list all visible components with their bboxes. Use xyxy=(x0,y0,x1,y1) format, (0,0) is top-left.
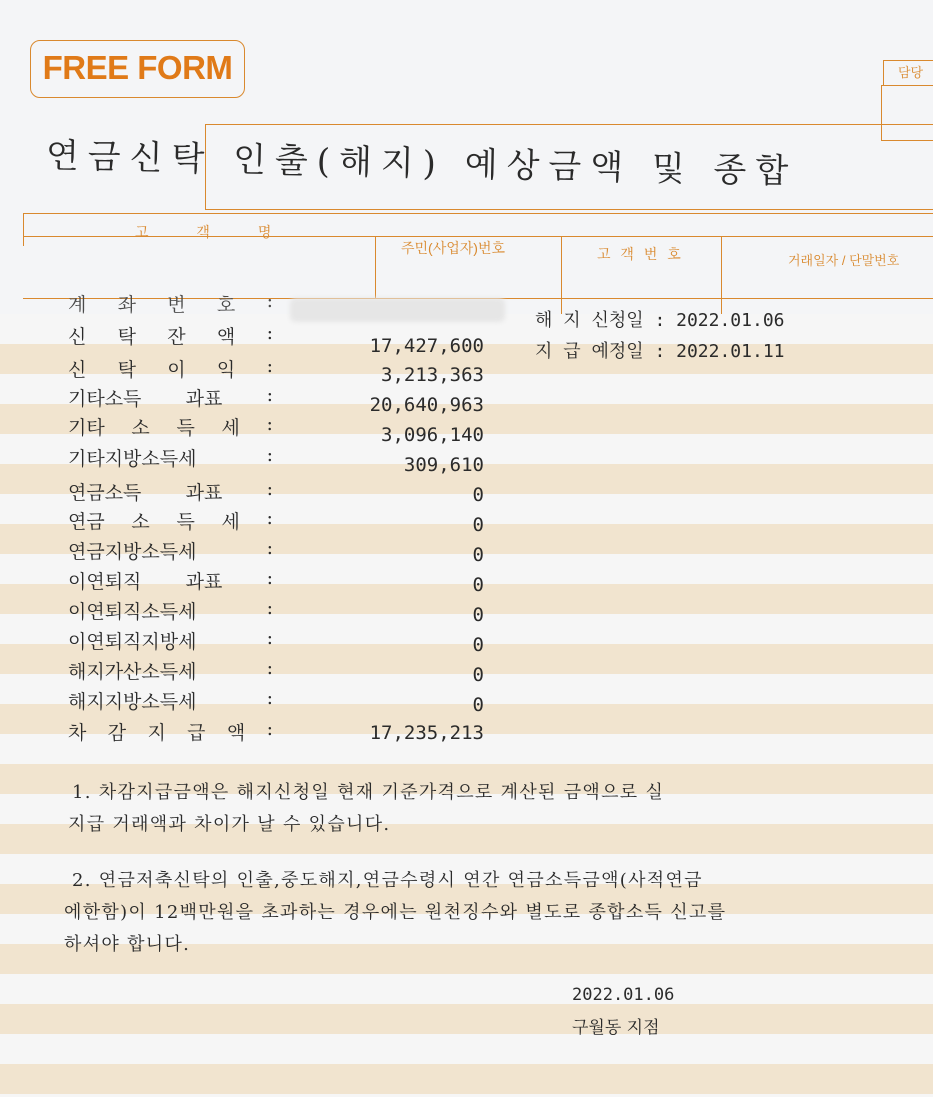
field-label-other-income-base: 기타소득 과표 : xyxy=(68,384,273,410)
table-col-divider-3 xyxy=(721,236,722,314)
termination-request-date: 해 지 신청일 : 2022.01.06 xyxy=(535,310,785,331)
field-label-other-income-tax: 기타 소 득 세 : xyxy=(68,413,273,439)
note-2-line-3: 하셔야 합니다. xyxy=(64,934,191,955)
col-resident-number: 주민(사업자)번호 xyxy=(401,240,505,256)
field-label-net-payment: 차 감 지 급 액 : xyxy=(68,718,273,744)
field-value-net-payment: 17,235,213 xyxy=(369,722,484,744)
field-label-deferred-retirement-local-tax: 이연퇴직지방세 : xyxy=(68,627,273,653)
footer-date: 2022.01.06 xyxy=(572,985,675,1005)
field-label-other-local-tax: 기타지방소득세 : xyxy=(68,444,273,470)
redacted-account-number xyxy=(290,298,505,322)
field-label-deferred-retirement-tax: 이연퇴직소득세 : xyxy=(68,597,273,623)
table-left-edge xyxy=(23,214,24,246)
note-1-line-1: 1. 차감지급금액은 해지신청일 현재 기준가격으로 계산된 금액으로 실 xyxy=(72,782,665,803)
table-col-divider-2 xyxy=(561,236,562,314)
col-transaction-date: 거래일자 / 단말번호 xyxy=(788,253,900,268)
field-value-pension-income-base: 0 xyxy=(472,484,484,506)
table-col-divider-1 xyxy=(375,236,376,298)
field-label-pension-income-base: 연금소득 과표 : xyxy=(68,478,273,504)
field-value-deferred-retirement-tax: 0 xyxy=(472,604,484,626)
field-value-trust-balance: 17,427,600 xyxy=(369,335,484,357)
col-customer-number: 고 객 번 호 xyxy=(597,246,684,262)
field-label-deferred-retirement-base: 이연퇴직 과표 : xyxy=(68,567,273,593)
field-value-other-local-tax: 309,610 xyxy=(403,454,484,476)
col-customer-name: 고 객 명 xyxy=(135,224,294,240)
note-2-line-2: 에한함)이 12백만원을 초과하는 경우에는 원천징수와 별도로 종합소득 신고를 xyxy=(64,902,727,923)
field-value-pension-income-tax: 0 xyxy=(472,514,484,536)
field-label-trust-profit: 신 탁 이 익 : xyxy=(68,355,273,381)
field-label-pension-income-tax: 연금 소 득 세 : xyxy=(68,507,273,533)
field-value-deferred-retirement-base: 0 xyxy=(472,574,484,596)
field-label-termination-local-tax: 해지지방소득세 : xyxy=(68,687,273,713)
field-value-deferred-retirement-local-tax: 0 xyxy=(472,634,484,656)
document-title: 연금신탁 인출(해지) 예상금액 및 종합 xyxy=(45,136,798,192)
note-1-line-2: 지급 거래액과 차이가 날 수 있습니다. xyxy=(68,814,391,835)
field-value-pension-local-tax: 0 xyxy=(472,544,484,566)
field-value-termination-surtax: 0 xyxy=(472,664,484,686)
field-value-trust-profit: 3,213,363 xyxy=(381,364,484,386)
field-label-pension-local-tax: 연금지방소득세 : xyxy=(68,537,273,563)
field-value-other-income-tax: 3,096,140 xyxy=(381,424,484,446)
payment-scheduled-date: 지 급 예정일 : 2022.01.11 xyxy=(535,341,785,362)
field-label-account-number: 계 좌 번 호 : xyxy=(68,290,273,316)
note-2-line-1: 2. 연금저축신탁의 인출,중도해지,연금수령시 연간 연금소득금액(사적연금 xyxy=(72,870,703,891)
field-value-other-income-base: 20,640,963 xyxy=(369,394,484,416)
field-label-trust-balance: 신 탁 잔 액 : xyxy=(68,322,273,348)
field-label-termination-surtax: 해지가산소득세 : xyxy=(68,657,273,683)
footer-branch: 구월동 지점 xyxy=(572,1018,660,1038)
approval-label: 담당 xyxy=(883,60,933,86)
field-value-termination-local-tax: 0 xyxy=(472,694,484,716)
free-form-logo: FREE FORM xyxy=(30,40,245,98)
